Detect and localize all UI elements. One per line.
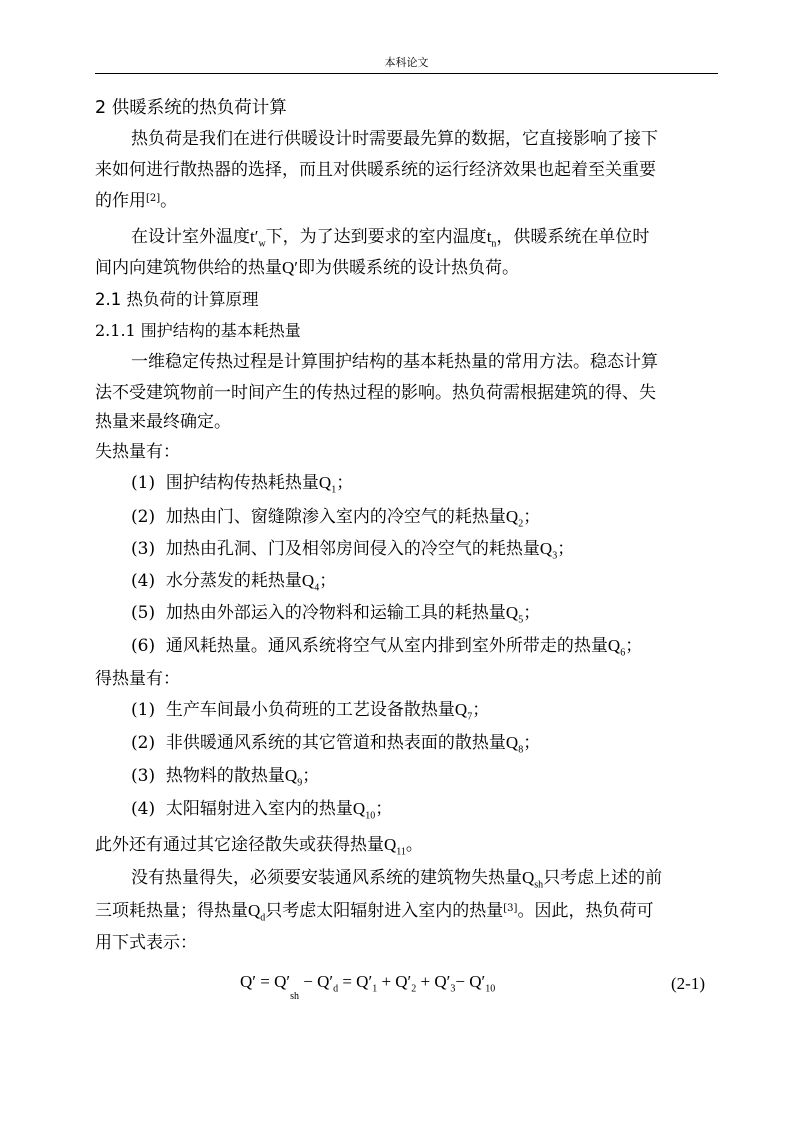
item-number: (2) bbox=[131, 733, 156, 753]
item-number: (2) bbox=[131, 507, 156, 527]
text: 此外还有通过其它途径散失或获得热量 bbox=[95, 835, 384, 855]
equation-number: (2-1) bbox=[671, 974, 705, 993]
subscript: 10 bbox=[365, 810, 376, 822]
item-number: (3) bbox=[131, 539, 156, 559]
subscript: 2 bbox=[518, 518, 524, 530]
loss-item-1 bbox=[131, 471, 353, 502]
text: ； bbox=[557, 539, 575, 559]
text: ； bbox=[472, 700, 490, 720]
paragraph-1-line-1: 热负荷是我们在进行供暖设计时需要最先算的数据，它直接影响了接下 bbox=[131, 129, 658, 149]
subscript: d bbox=[260, 912, 266, 924]
paragraph-4-line-3: 用下式表示： bbox=[95, 933, 197, 953]
text: 没有热量得失，必须要安装通风系统的建筑物失热量 bbox=[131, 868, 522, 888]
symbol: Q bbox=[318, 473, 332, 492]
loss-label: 失热量有： bbox=[95, 442, 180, 462]
symbol: Q bbox=[505, 603, 519, 622]
text: ，供暖系统在单位时 bbox=[496, 227, 650, 247]
other-heat-line bbox=[95, 833, 423, 864]
text: 间内向建筑物供给的热量 bbox=[95, 258, 282, 278]
formula-part: + Q′ bbox=[416, 972, 451, 991]
subscript: w bbox=[258, 238, 266, 250]
loss-item-2 bbox=[131, 505, 540, 536]
paragraph-2-line-1 bbox=[131, 225, 649, 256]
subscript: 11 bbox=[396, 846, 406, 858]
text: ； bbox=[319, 571, 337, 591]
paragraph-3-line-1: 一维稳定传热过程是计算围护结构的基本耗热量的常用方法。稳态计算 bbox=[131, 352, 658, 372]
item-number: (1) bbox=[131, 473, 156, 493]
symbol: Q bbox=[248, 901, 261, 920]
gain-item-2 bbox=[131, 731, 540, 762]
gain-item-4 bbox=[131, 797, 392, 828]
item-number: (5) bbox=[131, 603, 156, 623]
subscript: n bbox=[491, 238, 497, 250]
citation: [2] bbox=[146, 193, 161, 204]
gain-item-3 bbox=[131, 764, 319, 795]
text: ； bbox=[336, 473, 354, 493]
symbol: Q bbox=[301, 571, 315, 590]
subscript: 3 bbox=[552, 550, 558, 562]
item-text: 加热由门、窗缝隙渗入室内的冷空气的耗热量 bbox=[165, 507, 506, 527]
text: 只考虑上述的前 bbox=[543, 868, 663, 888]
item-number: (6) bbox=[131, 636, 156, 656]
symbol: Q bbox=[505, 507, 519, 526]
text: ； bbox=[523, 603, 541, 623]
paragraph-2-line-2 bbox=[95, 256, 519, 280]
paragraph-3-line-3: 热量来最终确定。 bbox=[95, 412, 231, 432]
symbol: Q bbox=[284, 766, 298, 785]
paragraph-4-line-1 bbox=[131, 866, 662, 897]
formula-part: = Q′ bbox=[338, 972, 373, 991]
item-text: 热物料的散热量 bbox=[165, 766, 285, 786]
paragraph-1-line-3 bbox=[95, 189, 177, 213]
header-rule bbox=[95, 73, 718, 74]
text: ； bbox=[302, 766, 320, 786]
subscript: 8 bbox=[518, 744, 524, 756]
text: 三项耗热量；得热量 bbox=[95, 901, 248, 921]
formula-subscript: 1 bbox=[372, 983, 378, 995]
item-number: (4) bbox=[131, 799, 156, 819]
item-number: (1) bbox=[131, 700, 156, 720]
symbol: Q bbox=[352, 799, 366, 818]
subscript: 4 bbox=[314, 582, 320, 594]
symbol: Q bbox=[505, 733, 519, 752]
paragraph-3-line-2: 法不受建筑物前一时间产生的传热过程的影响。热负荷需根据建筑的得、失 bbox=[95, 383, 656, 403]
paragraph-4-line-2 bbox=[95, 899, 653, 930]
formula-subscript: d bbox=[333, 983, 339, 995]
subscript: 1 bbox=[331, 484, 337, 496]
text: ； bbox=[625, 636, 643, 656]
formula-subscript: 10 bbox=[485, 983, 496, 995]
subscript: 5 bbox=[518, 614, 524, 626]
loss-item-3 bbox=[131, 537, 574, 568]
item-text: 通风耗热量。通风系统将空气从室内排到室外所带走的热量 bbox=[165, 636, 608, 656]
gain-item-1 bbox=[131, 698, 489, 729]
text: ； bbox=[375, 799, 393, 819]
item-text: 非供暖通风系统的其它管道和热表面的散热量 bbox=[165, 733, 506, 753]
subscript: sh bbox=[534, 879, 544, 891]
equation-2-1 bbox=[240, 970, 495, 1001]
formula-part: Q′ = Q′ bbox=[240, 972, 291, 991]
loss-item-6 bbox=[131, 634, 642, 665]
formula-subscript: 2 bbox=[411, 983, 417, 995]
formula-subscript: 3 bbox=[450, 983, 456, 995]
item-number: (4) bbox=[131, 571, 156, 591]
symbol: t bbox=[486, 227, 492, 246]
symbol: Q bbox=[454, 700, 468, 719]
item-text: 太阳辐射进入室内的热量 bbox=[165, 799, 353, 819]
subsection-heading: 2.1 热负荷的计算原理 bbox=[95, 290, 259, 309]
text: 。因此，热负荷可 bbox=[517, 901, 654, 921]
paragraph-1-line-2: 来如何进行散热器的选择，而且对供暖系统的运行经济效果也起着至关重要 bbox=[95, 160, 656, 180]
text: ； bbox=[523, 507, 541, 527]
formula-part: + Q′ bbox=[377, 972, 412, 991]
text: 的作用 bbox=[95, 191, 146, 211]
text: 即为供暖系统的设计热负荷。 bbox=[298, 258, 519, 278]
item-text: 围护结构传热耗热量 bbox=[165, 473, 319, 493]
item-number: (3) bbox=[131, 766, 156, 786]
loss-item-4 bbox=[131, 569, 336, 600]
symbol: Q bbox=[384, 835, 397, 854]
text: 。 bbox=[405, 835, 423, 855]
gain-label: 得热量有： bbox=[95, 669, 180, 689]
subscript: 7 bbox=[467, 711, 473, 723]
subscript: 9 bbox=[297, 777, 303, 789]
symbol: Q bbox=[539, 539, 553, 558]
symbol: Q′ bbox=[282, 258, 298, 277]
formula-part: − Q′ bbox=[299, 972, 334, 991]
item-text: 生产车间最小负荷班的工艺设备散热量 bbox=[165, 700, 455, 720]
loss-item-5 bbox=[131, 601, 540, 632]
item-text: 加热由孔洞、门及相邻房间侵入的冷空气的耗热量 bbox=[165, 539, 540, 559]
item-text: 加热由外部运入的冷物料和运输工具的耗热量 bbox=[165, 603, 506, 623]
text: 在设计室外温度 bbox=[131, 227, 250, 247]
subscript: 6 bbox=[620, 647, 626, 659]
text: 下，为了达到要求的室内温度 bbox=[265, 227, 487, 247]
text: 只考虑太阳辐射进入室内的热量 bbox=[265, 901, 504, 921]
section-heading: 2 供暖系统的热负荷计算 bbox=[95, 98, 287, 118]
symbol: Q bbox=[522, 868, 535, 887]
symbol: Q bbox=[607, 636, 621, 655]
subsubsection-heading: 2.1.1 围护结构的基本耗热量 bbox=[95, 321, 301, 340]
citation: [3] bbox=[503, 903, 518, 914]
text: ； bbox=[523, 733, 541, 753]
item-text: 水分蒸发的耗热量 bbox=[165, 571, 302, 591]
symbol: t′ bbox=[250, 227, 259, 246]
page-header: 本科论文 bbox=[384, 56, 429, 69]
formula-part: − Q′ bbox=[455, 972, 486, 991]
formula-subscript: sh bbox=[290, 991, 299, 1003]
text: 。 bbox=[160, 191, 178, 211]
